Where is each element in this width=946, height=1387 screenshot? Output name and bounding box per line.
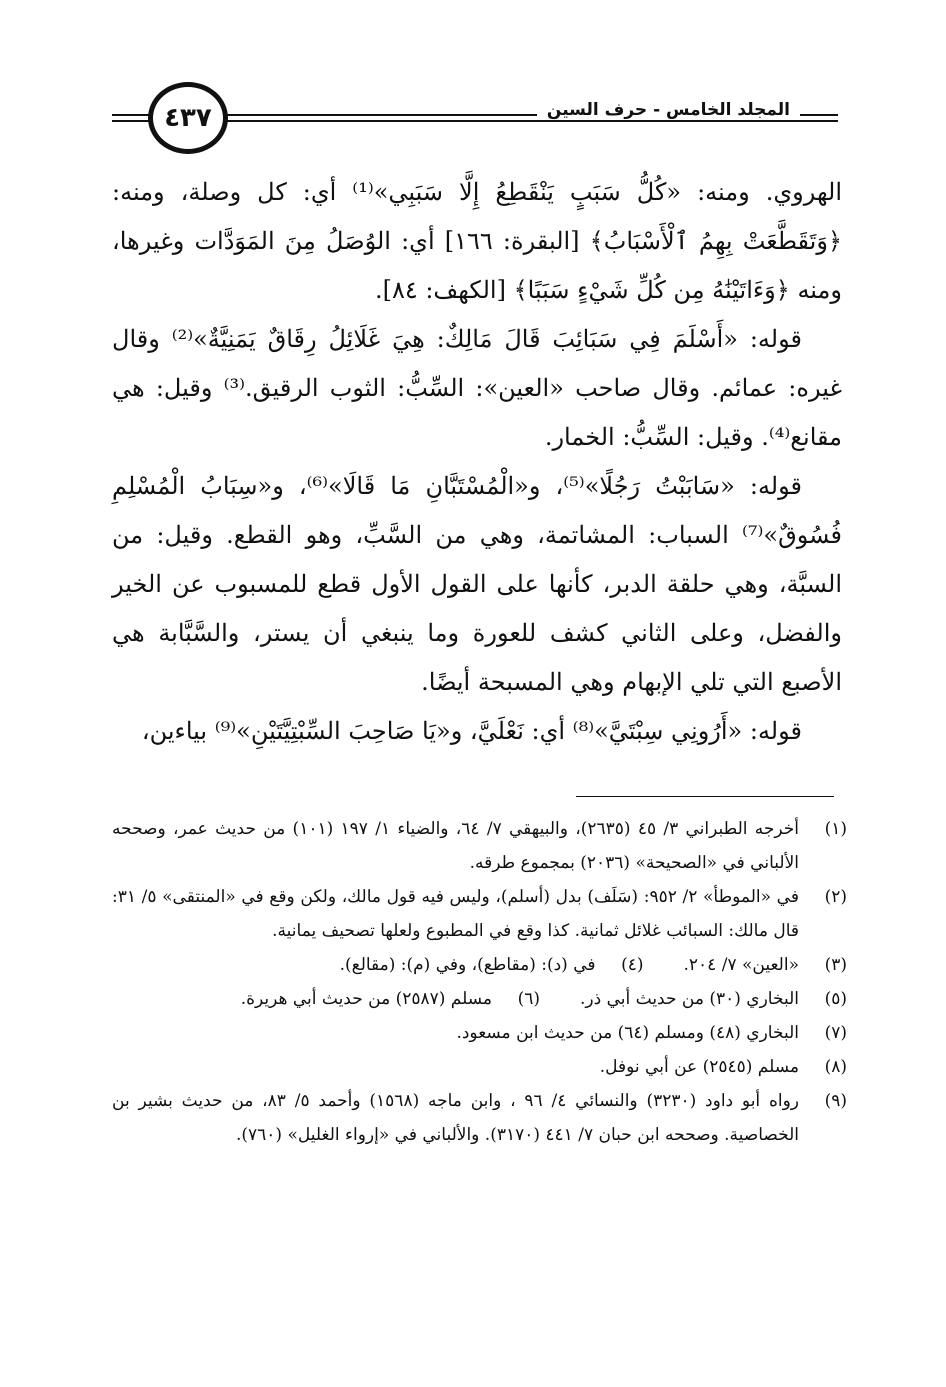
paragraph: قوله: «سَابَبْتُ رَجُلًا»⁽⁵⁾، و«الْمُسْتَبَّانِ مَا قَالَا»⁽⁶⁾، و«سِبَابُ الْمُسْلِمِ فُسُوقٌ»⁽⁷⁾ السباب: المشاتمة، وهي من السَّبِّ، وهو القطع. وقيل: من السبَّة، وهي حلقة الدبر، كأنها على القول الأول قطع للمسبوب عن الخير والفضل، وعلى الثاني كشف للعورة وما ينبغي أن يستر، والسَّبَّابة هي الأصبع التي تلي الإبهام وهي المسبحة أيضًا. [112, 472, 843, 696]
footnote-text: رواه أبو داود (٣٢٣٠) والنسائي ٤/ ٩٦ ، وابن ماجه (١٥٦٨) وأحمد ٥/ ٨٣، من حديث بشير بن الخصاصية. وصححه ابن حبان ٧/ ٤٤١ (٣١٧٠). والألباني في «إرواء الغليل» (٧٦٠). [112, 1091, 799, 1145]
footnote-text: في (د): (مقاطع)، وفي (م): (مقالع). [339, 955, 596, 975]
paragraph: الهروي. ومنه: «كُلُّ سَبَبٍ يَنْقَطِعُ إِلَّا سَبَبِي»⁽¹⁾ أي: كل وصلة، ومنه: ﴿وَتَقَطَّعَتْ بِهِمُ ٱلْأَسْبَابُ﴾ [البقرة: ١٦٦] أي: الوُصَلُ مِنَ المَوَدَّات وغيرها، ومنه ﴿وَءَاتَيْنَٰهُ مِن كُلِّ شَيْءٍ سَبَبًا﴾ [الكهف: ٨٤]. [112, 178, 843, 304]
footnote [112, 1050, 847, 1084]
footnote [112, 1084, 847, 1152]
footnote-text: «العين» ٧/ ٢٠٤. [683, 955, 799, 975]
footnote-text: البخاري (٣٠) من حديث أبي ذر. [580, 989, 799, 1009]
footnote [112, 812, 847, 880]
page-number-badge [148, 82, 228, 154]
page-number: ٤٣٧ [164, 103, 212, 133]
footnote-number: (٣) [824, 955, 847, 975]
footnote-number: (٩) [824, 1091, 847, 1111]
footnote-number: (٦) [517, 989, 541, 1009]
footnotes [112, 812, 847, 1152]
paragraph: قوله: «أَرُونِي سِبْتَيَّ»⁽⁸⁾ أي: نَعْلَيَّ، و«يَا صَاحِبَ السِّبْتِيَّتَيْنِ»⁽⁹⁾ بياءين، [141, 717, 802, 745]
footnote-text: البخاري (٤٨) ومسلم (٦٤) من حديث ابن مسعود. [456, 1023, 799, 1043]
footnote-text: مسلم (٢٥٨٧) من حديث أبي هريرة. [240, 989, 493, 1009]
footnote-number: (٨) [824, 1057, 847, 1077]
footnote-pair [112, 982, 847, 1016]
main-text [112, 168, 842, 756]
footnote-number: (٤) [621, 955, 644, 975]
running-title: المجلد الخامس - حرف السين [537, 100, 800, 120]
footnote-number: (١) [824, 819, 847, 839]
footnote-pair [112, 948, 847, 982]
footnote-separator [576, 796, 834, 797]
paragraph: قوله: «أَسْلَمَ فِي سَبَائِبَ قَالَ مَالِكٌ: هِيَ غَلَائِلُ رِقَاقٌ يَمَنِيَّةٌ»⁽²⁾ وقال غيره: عمائم. وقال صاحب «العين»: السِّبُّ: الثوب الرقيق.⁽³⁾ وقيل: هي مقانع⁽⁴⁾. وقيل: السِّبُّ: الخمار. [112, 325, 842, 451]
footnote-text: في «الموطأ» ٢/ ٩٥٢: (سَلَف) بدل (أسلم)، وليس فيه قول مالك، ولكن وقع في «المنتقى» ٥/ ٣١: قال مالك: السبائب غلائل ثمانية. كذا وقع في المطبوع ولعلها تصحيف يمانية. [112, 887, 799, 941]
footnote [112, 880, 847, 948]
footnote-number: (٧) [824, 1023, 847, 1043]
page-header [112, 78, 838, 158]
footnote-text: مسلم (٢٥٤٥) عن أبي نوفل. [599, 1057, 799, 1077]
footnote [112, 1016, 847, 1050]
footnote-text: أخرجه الطبراني ٣/ ٤٥ (٢٦٣٥)، والبيهقي ٧/ ٦٤، والضياء ١/ ١٩٧ (١٠١) من حديث عمر، وصححه الألباني في «الصحيحة» (٢٠٣٦) بمجموع طرقه. [112, 819, 800, 873]
footnote-number: (٥) [824, 989, 847, 1009]
footnote-number: (٢) [824, 887, 847, 907]
